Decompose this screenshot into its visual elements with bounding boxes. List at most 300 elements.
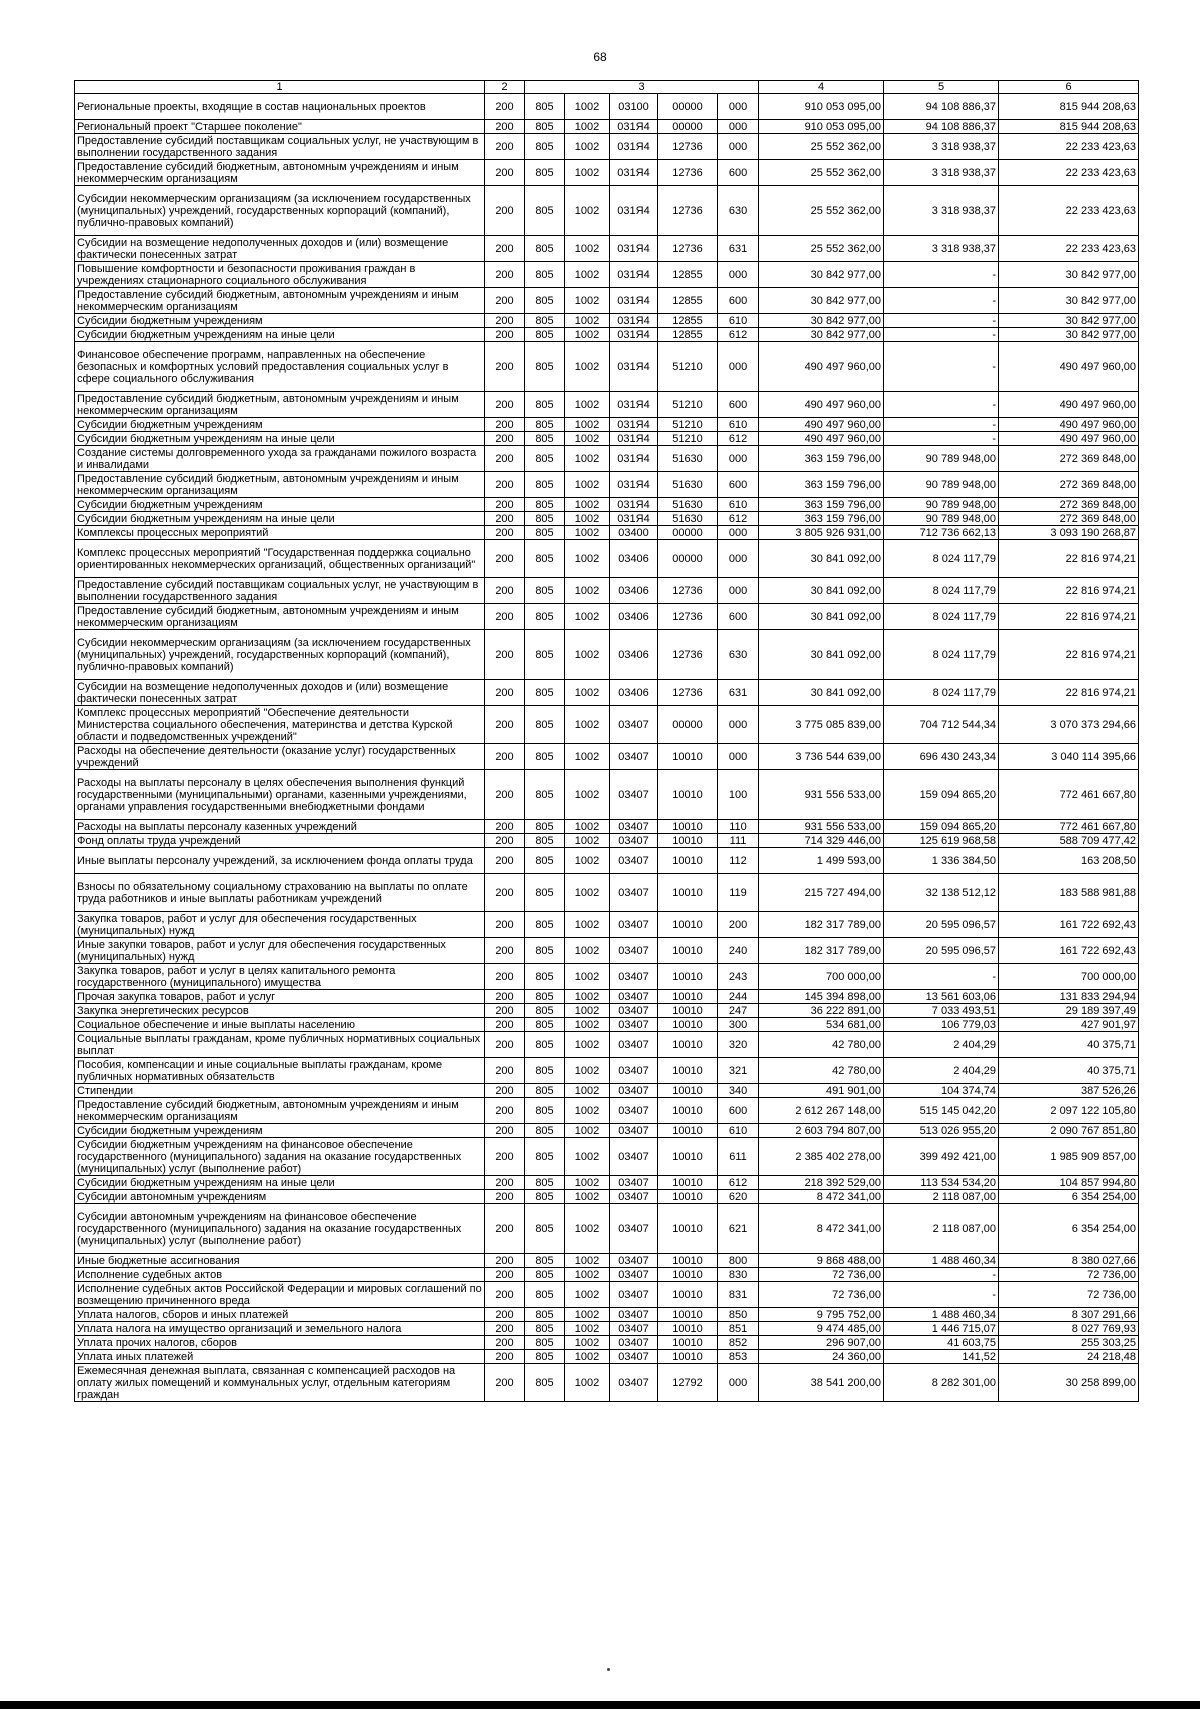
row-executed-amount: 1 488 460,34	[884, 1254, 999, 1268]
row-target-code-program: 03407	[610, 1322, 658, 1336]
row-remaining-amount: 2 097 122 105,80	[999, 1098, 1139, 1124]
row-approved-amount: 363 159 796,00	[759, 512, 884, 526]
table-row	[75, 578, 1139, 604]
row-remaining-amount: 772 461 667,80	[999, 770, 1139, 820]
row-subsection-code: 1002	[565, 288, 610, 314]
row-remaining-amount: 272 369 848,00	[999, 446, 1139, 472]
row-subsection-code: 1002	[565, 848, 610, 874]
row-approved-amount: 8 472 341,00	[759, 1190, 884, 1204]
row-subsection-code: 1002	[565, 94, 610, 120]
table-row	[75, 262, 1139, 288]
row-subsection-code: 1002	[565, 446, 610, 472]
row-name: Прочая закупка товаров, работ и услуг	[75, 990, 485, 1004]
row-executed-amount: 94 108 886,37	[884, 94, 999, 120]
row-admin-code: 200	[485, 1058, 525, 1084]
row-approved-amount: 30 841 092,00	[759, 540, 884, 578]
row-name: Субсидии автономным учреждениям	[75, 1190, 485, 1204]
row-expense-type-code: 112	[718, 848, 759, 874]
row-subsection-code: 1002	[565, 1308, 610, 1322]
row-section-code: 805	[525, 706, 565, 744]
row-executed-amount: 20 595 096,57	[884, 938, 999, 964]
row-expense-type-code: 000	[718, 446, 759, 472]
row-remaining-amount: 131 833 294,94	[999, 990, 1139, 1004]
row-admin-code: 200	[485, 392, 525, 418]
row-subsection-code: 1002	[565, 874, 610, 912]
row-subsection-code: 1002	[565, 1124, 610, 1138]
row-section-code: 805	[525, 1308, 565, 1322]
row-approved-amount: 25 552 362,00	[759, 160, 884, 186]
row-admin-code: 200	[485, 744, 525, 770]
row-remaining-amount: 700 000,00	[999, 964, 1139, 990]
row-target-code-program: 031Я4	[610, 160, 658, 186]
row-remaining-amount: 6 354 254,00	[999, 1190, 1139, 1204]
row-admin-code: 200	[485, 1032, 525, 1058]
row-executed-amount: -	[884, 314, 999, 328]
row-approved-amount: 8 472 341,00	[759, 1204, 884, 1254]
row-section-code: 805	[525, 1268, 565, 1282]
table-row	[75, 1322, 1139, 1336]
row-subsection-code: 1002	[565, 1098, 610, 1124]
row-expense-type-code: 000	[718, 540, 759, 578]
row-section-code: 805	[525, 848, 565, 874]
row-admin-code: 200	[485, 1018, 525, 1032]
table-row	[75, 912, 1139, 938]
row-admin-code: 200	[485, 94, 525, 120]
row-section-code: 805	[525, 1124, 565, 1138]
row-section-code: 805	[525, 418, 565, 432]
row-remaining-amount: 22 816 974,21	[999, 680, 1139, 706]
row-admin-code: 200	[485, 186, 525, 236]
row-expense-type-code: 000	[718, 94, 759, 120]
row-subsection-code: 1002	[565, 578, 610, 604]
row-admin-code: 200	[485, 820, 525, 834]
row-approved-amount: 72 736,00	[759, 1282, 884, 1308]
row-subsection-code: 1002	[565, 236, 610, 262]
row-target-code-direction: 12736	[658, 680, 718, 706]
row-expense-type-code: 830	[718, 1268, 759, 1282]
row-subsection-code: 1002	[565, 1282, 610, 1308]
row-name: Исполнение судебных актов Российской Федерации и мировых соглашений по возмещению причиненного вреда	[75, 1282, 485, 1308]
row-expense-type-code: 000	[718, 1364, 759, 1402]
row-remaining-amount: 30 842 977,00	[999, 262, 1139, 288]
row-section-code: 805	[525, 604, 565, 630]
row-executed-amount: 3 318 938,37	[884, 134, 999, 160]
row-admin-code: 200	[485, 1336, 525, 1350]
row-name: Комплекс процессных мероприятий "Обеспечение деятельности Министерства социального обеспечения, материнства и детства Курской области и подведомственных учреждений"	[75, 706, 485, 744]
row-admin-code: 200	[485, 288, 525, 314]
row-name: Субсидии некоммерческим организациям (за исключением государственных (муниципальных) учреждений, государственных корпораций (компаний), публично-правовых компаний)	[75, 186, 485, 236]
row-subsection-code: 1002	[565, 820, 610, 834]
row-section-code: 805	[525, 342, 565, 392]
table-row	[75, 1084, 1139, 1098]
row-target-code-program: 03407	[610, 1364, 658, 1402]
row-expense-type-code: 200	[718, 912, 759, 938]
row-executed-amount: 399 492 421,00	[884, 1138, 999, 1176]
table-row	[75, 328, 1139, 342]
row-section-code: 805	[525, 262, 565, 288]
row-name: Ежемесячная денежная выплата, связанная с компенсацией расходов на оплату жилых помещений и коммунальных услуг, отдельным категориям граждан	[75, 1364, 485, 1402]
row-name: Создание системы долговременного ухода за гражданами пожилого возраста и инвалидами	[75, 446, 485, 472]
row-section-code: 805	[525, 432, 565, 446]
row-subsection-code: 1002	[565, 630, 610, 680]
row-executed-amount: 515 145 042,20	[884, 1098, 999, 1124]
row-target-code-direction: 10010	[658, 1032, 718, 1058]
row-executed-amount: 2 404,29	[884, 1032, 999, 1058]
row-target-code-program: 031Я4	[610, 134, 658, 160]
row-expense-type-code: 621	[718, 1204, 759, 1254]
row-target-code-program: 03406	[610, 578, 658, 604]
table-row	[75, 1364, 1139, 1402]
row-target-code-direction: 51210	[658, 432, 718, 446]
row-section-code: 805	[525, 912, 565, 938]
row-approved-amount: 25 552 362,00	[759, 134, 884, 160]
row-target-code-program: 03407	[610, 1058, 658, 1084]
row-section-code: 805	[525, 1018, 565, 1032]
header-col-4: 4	[759, 81, 884, 94]
row-target-code-direction: 10010	[658, 1176, 718, 1190]
row-target-code-direction: 10010	[658, 744, 718, 770]
table-row	[75, 1204, 1139, 1254]
row-subsection-code: 1002	[565, 472, 610, 498]
row-admin-code: 200	[485, 912, 525, 938]
row-section-code: 805	[525, 964, 565, 990]
row-subsection-code: 1002	[565, 1004, 610, 1018]
row-remaining-amount: 588 709 477,42	[999, 834, 1139, 848]
row-name: Региональные проекты, входящие в состав национальных проектов	[75, 94, 485, 120]
row-remaining-amount: 22 816 974,21	[999, 630, 1139, 680]
row-section-code: 805	[525, 314, 565, 328]
scan-dot	[607, 1668, 610, 1671]
row-expense-type-code: 611	[718, 1138, 759, 1176]
row-remaining-amount: 161 722 692,43	[999, 938, 1139, 964]
row-approved-amount: 931 556 533,00	[759, 820, 884, 834]
row-expense-type-code: 000	[718, 578, 759, 604]
row-name: Предоставление субсидий бюджетным, автономным учреждениям и иным некоммерческим организациям	[75, 392, 485, 418]
row-executed-amount: 2 118 087,00	[884, 1190, 999, 1204]
row-subsection-code: 1002	[565, 262, 610, 288]
row-approved-amount: 9 868 488,00	[759, 1254, 884, 1268]
row-section-code: 805	[525, 1004, 565, 1018]
row-target-code-direction: 12736	[658, 604, 718, 630]
table-row	[75, 432, 1139, 446]
row-approved-amount: 1 499 593,00	[759, 848, 884, 874]
row-target-code-direction: 10010	[658, 1018, 718, 1032]
row-executed-amount: 2 404,29	[884, 1058, 999, 1084]
row-remaining-amount: 8 307 291,66	[999, 1308, 1139, 1322]
row-section-code: 805	[525, 1282, 565, 1308]
row-section-code: 805	[525, 1364, 565, 1402]
row-admin-code: 200	[485, 990, 525, 1004]
row-remaining-amount: 30 258 899,00	[999, 1364, 1139, 1402]
row-executed-amount: 8 024 117,79	[884, 680, 999, 706]
row-approved-amount: 490 497 960,00	[759, 392, 884, 418]
table-row	[75, 1282, 1139, 1308]
row-name: Расходы на выплаты персоналу казенных учреждений	[75, 820, 485, 834]
row-expense-type-code: 600	[718, 1098, 759, 1124]
row-expense-type-code: 600	[718, 604, 759, 630]
row-expense-type-code: 000	[718, 706, 759, 744]
row-executed-amount: 8 282 301,00	[884, 1364, 999, 1402]
row-remaining-amount: 490 497 960,00	[999, 432, 1139, 446]
row-remaining-amount: 272 369 848,00	[999, 472, 1139, 498]
row-subsection-code: 1002	[565, 604, 610, 630]
row-target-code-program: 03407	[610, 938, 658, 964]
row-name: Предоставление субсидий бюджетным, автономным учреждениям и иным некоммерческим организациям	[75, 160, 485, 186]
scan-bottom-edge	[0, 1701, 1200, 1709]
row-name: Субсидии на возмещение недополученных доходов и (или) возмещение фактически понесенных затрат	[75, 680, 485, 706]
row-subsection-code: 1002	[565, 834, 610, 848]
row-name: Субсидии бюджетным учреждениям на иные цели	[75, 432, 485, 446]
row-admin-code: 200	[485, 578, 525, 604]
row-admin-code: 200	[485, 1190, 525, 1204]
table-row	[75, 540, 1139, 578]
row-target-code-program: 031Я4	[610, 120, 658, 134]
row-remaining-amount: 8 027 769,93	[999, 1322, 1139, 1336]
row-target-code-direction: 10010	[658, 1058, 718, 1084]
row-remaining-amount: 3 093 190 268,87	[999, 526, 1139, 540]
row-admin-code: 200	[485, 472, 525, 498]
row-expense-type-code: 631	[718, 236, 759, 262]
row-section-code: 805	[525, 1336, 565, 1350]
row-admin-code: 200	[485, 964, 525, 990]
row-name: Взносы по обязательному социальному страхованию на выплаты по оплате труда работников и иные выплаты работникам учреждений	[75, 874, 485, 912]
row-subsection-code: 1002	[565, 392, 610, 418]
row-target-code-direction: 51630	[658, 472, 718, 498]
row-target-code-direction: 10010	[658, 1190, 718, 1204]
row-target-code-program: 03407	[610, 1004, 658, 1018]
row-section-code: 805	[525, 1322, 565, 1336]
table-row	[75, 1350, 1139, 1364]
row-target-code-direction: 12736	[658, 578, 718, 604]
row-approved-amount: 363 159 796,00	[759, 498, 884, 512]
row-subsection-code: 1002	[565, 512, 610, 526]
row-executed-amount: 704 712 544,34	[884, 706, 999, 744]
row-target-code-direction: 10010	[658, 1138, 718, 1176]
row-subsection-code: 1002	[565, 938, 610, 964]
row-subsection-code: 1002	[565, 498, 610, 512]
row-remaining-amount: 255 303,25	[999, 1336, 1139, 1350]
row-subsection-code: 1002	[565, 1254, 610, 1268]
row-admin-code: 200	[485, 770, 525, 820]
row-admin-code: 200	[485, 874, 525, 912]
table-row	[75, 1032, 1139, 1058]
row-remaining-amount: 6 354 254,00	[999, 1204, 1139, 1254]
table-row	[75, 160, 1139, 186]
row-target-code-program: 03406	[610, 680, 658, 706]
row-subsection-code: 1002	[565, 1138, 610, 1176]
row-executed-amount: 41 603,75	[884, 1336, 999, 1350]
row-remaining-amount: 490 497 960,00	[999, 392, 1139, 418]
row-target-code-program: 031Я4	[610, 342, 658, 392]
row-admin-code: 200	[485, 1124, 525, 1138]
row-approved-amount: 491 901,00	[759, 1084, 884, 1098]
row-target-code-direction: 10010	[658, 1004, 718, 1018]
row-executed-amount: 696 430 243,34	[884, 744, 999, 770]
row-target-code-program: 031Я4	[610, 288, 658, 314]
row-target-code-direction: 10010	[658, 848, 718, 874]
row-target-code-program: 03407	[610, 1268, 658, 1282]
table-row	[75, 94, 1139, 120]
row-executed-amount: 90 789 948,00	[884, 498, 999, 512]
row-subsection-code: 1002	[565, 342, 610, 392]
row-target-code-direction: 10010	[658, 820, 718, 834]
row-admin-code: 200	[485, 446, 525, 472]
header-col-2: 2	[485, 81, 525, 94]
row-target-code-direction: 10010	[658, 1124, 718, 1138]
row-name: Предоставление субсидий поставщикам социальных услуг, не участвующим в выполнении государственного задания	[75, 134, 485, 160]
row-section-code: 805	[525, 392, 565, 418]
row-executed-amount: 712 736 662,13	[884, 526, 999, 540]
row-admin-code: 200	[485, 328, 525, 342]
row-target-code-direction: 10010	[658, 1308, 718, 1322]
row-target-code-program: 031Я4	[610, 512, 658, 526]
row-expense-type-code: 831	[718, 1282, 759, 1308]
row-target-code-program: 03407	[610, 1350, 658, 1364]
header-col-3: 3	[525, 81, 759, 94]
row-executed-amount: 1 446 715,07	[884, 1322, 999, 1336]
row-target-code-program: 031Я4	[610, 262, 658, 288]
table-header-row	[75, 81, 1139, 94]
row-section-code: 805	[525, 744, 565, 770]
row-target-code-direction: 00000	[658, 120, 718, 134]
row-target-code-direction: 00000	[658, 526, 718, 540]
row-subsection-code: 1002	[565, 418, 610, 432]
row-expense-type-code: 850	[718, 1308, 759, 1322]
row-target-code-program: 031Я4	[610, 472, 658, 498]
row-target-code-program: 03406	[610, 604, 658, 630]
row-approved-amount: 218 392 529,00	[759, 1176, 884, 1190]
row-name: Иные бюджетные ассигнования	[75, 1254, 485, 1268]
row-target-code-program: 03407	[610, 744, 658, 770]
table-row	[75, 820, 1139, 834]
row-name: Уплата иных платежей	[75, 1350, 485, 1364]
table-row	[75, 1268, 1139, 1282]
row-target-code-direction: 10010	[658, 1098, 718, 1124]
row-admin-code: 200	[485, 526, 525, 540]
table-row	[75, 770, 1139, 820]
row-admin-code: 200	[485, 680, 525, 706]
row-name: Комплекс процессных мероприятий "Государственная поддержка социально ориентированных некоммерческих организаций, общественных организаций"	[75, 540, 485, 578]
row-target-code-direction: 51630	[658, 446, 718, 472]
row-target-code-direction: 00000	[658, 706, 718, 744]
row-admin-code: 200	[485, 540, 525, 578]
table-row	[75, 834, 1139, 848]
row-name: Субсидии некоммерческим организациям (за исключением государственных (муниципальных) учреждений, государственных корпораций (компаний), публично-правовых компаний)	[75, 630, 485, 680]
row-name: Предоставление субсидий бюджетным, автономным учреждениям и иным некоммерческим организациям	[75, 604, 485, 630]
table-row	[75, 498, 1139, 512]
row-expense-type-code: 247	[718, 1004, 759, 1018]
row-subsection-code: 1002	[565, 1176, 610, 1190]
row-approved-amount: 42 780,00	[759, 1058, 884, 1084]
row-expense-type-code: 612	[718, 1176, 759, 1190]
row-target-code-program: 03407	[610, 834, 658, 848]
row-target-code-direction: 51210	[658, 342, 718, 392]
table-row	[75, 744, 1139, 770]
row-executed-amount: 106 779,03	[884, 1018, 999, 1032]
row-section-code: 805	[525, 120, 565, 134]
row-target-code-program: 03406	[610, 630, 658, 680]
table-row	[75, 418, 1139, 432]
row-target-code-direction: 12855	[658, 314, 718, 328]
row-section-code: 805	[525, 1032, 565, 1058]
row-expense-type-code: 600	[718, 160, 759, 186]
row-remaining-amount: 3 040 114 395,66	[999, 744, 1139, 770]
row-expense-type-code: 610	[718, 498, 759, 512]
row-remaining-amount: 29 189 397,49	[999, 1004, 1139, 1018]
row-expense-type-code: 630	[718, 630, 759, 680]
row-target-code-program: 03407	[610, 1084, 658, 1098]
row-executed-amount: 8 024 117,79	[884, 630, 999, 680]
row-target-code-program: 03407	[610, 990, 658, 1004]
row-subsection-code: 1002	[565, 160, 610, 186]
row-target-code-program: 03407	[610, 1204, 658, 1254]
row-section-code: 805	[525, 770, 565, 820]
row-target-code-direction: 12855	[658, 288, 718, 314]
row-expense-type-code: 610	[718, 314, 759, 328]
row-executed-amount: 2 118 087,00	[884, 1204, 999, 1254]
row-expense-type-code: 320	[718, 1032, 759, 1058]
row-approved-amount: 910 053 095,00	[759, 120, 884, 134]
row-expense-type-code: 612	[718, 328, 759, 342]
row-target-code-program: 031Я4	[610, 186, 658, 236]
row-remaining-amount: 815 944 208,63	[999, 94, 1139, 120]
table-row	[75, 630, 1139, 680]
row-executed-amount: 90 789 948,00	[884, 512, 999, 526]
row-executed-amount: 94 108 886,37	[884, 120, 999, 134]
table-row	[75, 236, 1139, 262]
row-name: Стипендии	[75, 1084, 485, 1098]
row-remaining-amount: 8 380 027,66	[999, 1254, 1139, 1268]
table-row	[75, 512, 1139, 526]
table-row	[75, 848, 1139, 874]
row-target-code-program: 031Я4	[610, 498, 658, 512]
row-section-code: 805	[525, 328, 565, 342]
row-section-code: 805	[525, 186, 565, 236]
row-section-code: 805	[525, 990, 565, 1004]
row-expense-type-code: 321	[718, 1058, 759, 1084]
row-approved-amount: 30 842 977,00	[759, 262, 884, 288]
row-target-code-program: 03407	[610, 1138, 658, 1176]
table-row	[75, 964, 1139, 990]
row-remaining-amount: 161 722 692,43	[999, 912, 1139, 938]
table-row	[75, 186, 1139, 236]
row-expense-type-code: 853	[718, 1350, 759, 1364]
budget-table	[74, 80, 1139, 1402]
row-admin-code: 200	[485, 1282, 525, 1308]
row-admin-code: 200	[485, 1204, 525, 1254]
row-name: Субсидии бюджетным учреждениям на иные цели	[75, 512, 485, 526]
row-expense-type-code: 340	[718, 1084, 759, 1098]
row-remaining-amount: 272 369 848,00	[999, 498, 1139, 512]
row-admin-code: 200	[485, 834, 525, 848]
row-target-code-direction: 10010	[658, 1268, 718, 1282]
row-admin-code: 200	[485, 236, 525, 262]
row-expense-type-code: 612	[718, 432, 759, 446]
row-target-code-direction: 10010	[658, 1282, 718, 1308]
row-subsection-code: 1002	[565, 1058, 610, 1084]
row-executed-amount: 7 033 493,51	[884, 1004, 999, 1018]
row-executed-amount: -	[884, 328, 999, 342]
row-target-code-direction: 10010	[658, 1336, 718, 1350]
row-executed-amount: -	[884, 1268, 999, 1282]
table-row	[75, 604, 1139, 630]
table-row	[75, 874, 1139, 912]
row-remaining-amount: 490 497 960,00	[999, 342, 1139, 392]
row-executed-amount: 159 094 865,20	[884, 820, 999, 834]
row-target-code-program: 031Я4	[610, 392, 658, 418]
row-executed-amount: 113 534 534,20	[884, 1176, 999, 1190]
row-expense-type-code: 300	[718, 1018, 759, 1032]
